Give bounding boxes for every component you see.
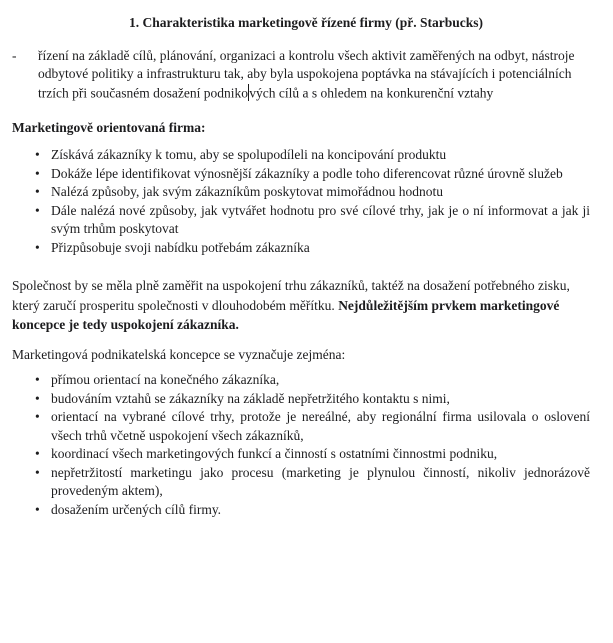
summary-paragraph-normal: Společnost by se měla plně zaměřit na uspokojení trhu zákazníků, taktéž na dosažení potřebného zisku, který zaručí prosperitu společnosti v dlouhodobém měřítku.	[12, 278, 570, 313]
list-item-text: koordinací všech marketingových funkcí a činností s ostatními činnostmi podniku,	[51, 446, 498, 461]
section2-bullet-list	[12, 371, 590, 519]
bullet-icon: •	[35, 464, 40, 480]
section1-bullet-list	[12, 146, 590, 257]
document-title: 1. Charakteristika marketingově řízené firmy (př. Starbucks)	[129, 15, 483, 30]
list-item	[12, 501, 590, 520]
bullet-icon: •	[35, 372, 40, 387]
bullet-icon: •	[35, 147, 40, 162]
bullet-icon: •	[35, 501, 40, 517]
dash-marker: -	[12, 47, 17, 63]
concept-paragraph: Marketingová podnikatelská koncepce se vyznačuje zejména:	[12, 346, 346, 362]
intro-list-item	[12, 47, 590, 103]
summary-paragraph-bold: Nejdůležitějším prvkem marketingové koncepce je tedy uspokojení zákazníka.	[12, 297, 560, 332]
intro-text-before-cursor: řízení na základě cílů, plánování, organizaci a kontrolu všech aktivit zaměřených na odbyt, nástroje odbytové politiky a infrastrukturu tak, aby byla uspokojena poptávka na stávajících i potenciálních trzích při současném dosažení podniko	[38, 47, 575, 100]
list-item-text: dosažením určených cílů firmy.	[51, 501, 222, 517]
list-item	[12, 464, 590, 501]
summary-paragraph	[12, 276, 590, 335]
list-item	[12, 202, 590, 239]
list-item	[12, 445, 590, 464]
list-item-text: Dále nalézá nové způsoby, jak vytvářet hodnotu pro své cílové trhy, jak je o ní informovat a jak ji svým trhům poskytovat	[51, 202, 590, 236]
list-item	[12, 371, 590, 390]
list-item-text: přímou orientací na konečného zákazníka,	[51, 372, 280, 387]
section1-heading: Marketingově orientovaná firma:	[12, 119, 206, 135]
bullet-icon: •	[35, 390, 40, 406]
list-item	[12, 183, 590, 202]
intro-text-after-cursor: vých cílů a s ohledem na konkurenční vztahy	[249, 85, 494, 100]
list-item-text: Nalézá způsoby, jak svým zákazníkům poskytovat mimořádnou hodnotu	[51, 184, 444, 199]
intro-text	[38, 47, 590, 103]
list-item	[12, 408, 590, 445]
list-item	[12, 146, 590, 165]
bullet-icon: •	[35, 409, 40, 424]
bullet-icon: •	[35, 165, 40, 181]
list-item-text: nepřetržitostí marketingu jako procesu (marketing je plynulou činností, nikoliv jednorázově provedeným aktem),	[51, 464, 590, 498]
list-item-text: Získává zákazníky k tomu, aby se spolupodíleli na koncipování produktu	[51, 147, 447, 162]
bullet-icon: •	[35, 184, 40, 199]
bullet-icon: •	[35, 239, 40, 255]
list-item-text: Dokáže lépe identifikovat výnosnější zákazníky a podle toho diferencovat různé úrovně služeb	[51, 165, 563, 181]
list-item-text: orientací na vybrané cílové trhy, protože je nereálné, aby regionální firma usilovala o oslovení všech trhů včetně uspokojení všech zákazníků,	[51, 409, 590, 443]
list-item-text: Přizpůsobuje svoji nabídku potřebám zákazníka	[51, 239, 310, 255]
list-item	[12, 165, 590, 184]
bullet-icon: •	[35, 446, 40, 461]
list-item	[12, 390, 590, 409]
bullet-icon: •	[35, 202, 40, 218]
list-item-text: budováním vztahů se zákazníky na základě nepřetržitého kontaktu s nimi,	[51, 390, 450, 406]
list-item	[12, 239, 590, 258]
